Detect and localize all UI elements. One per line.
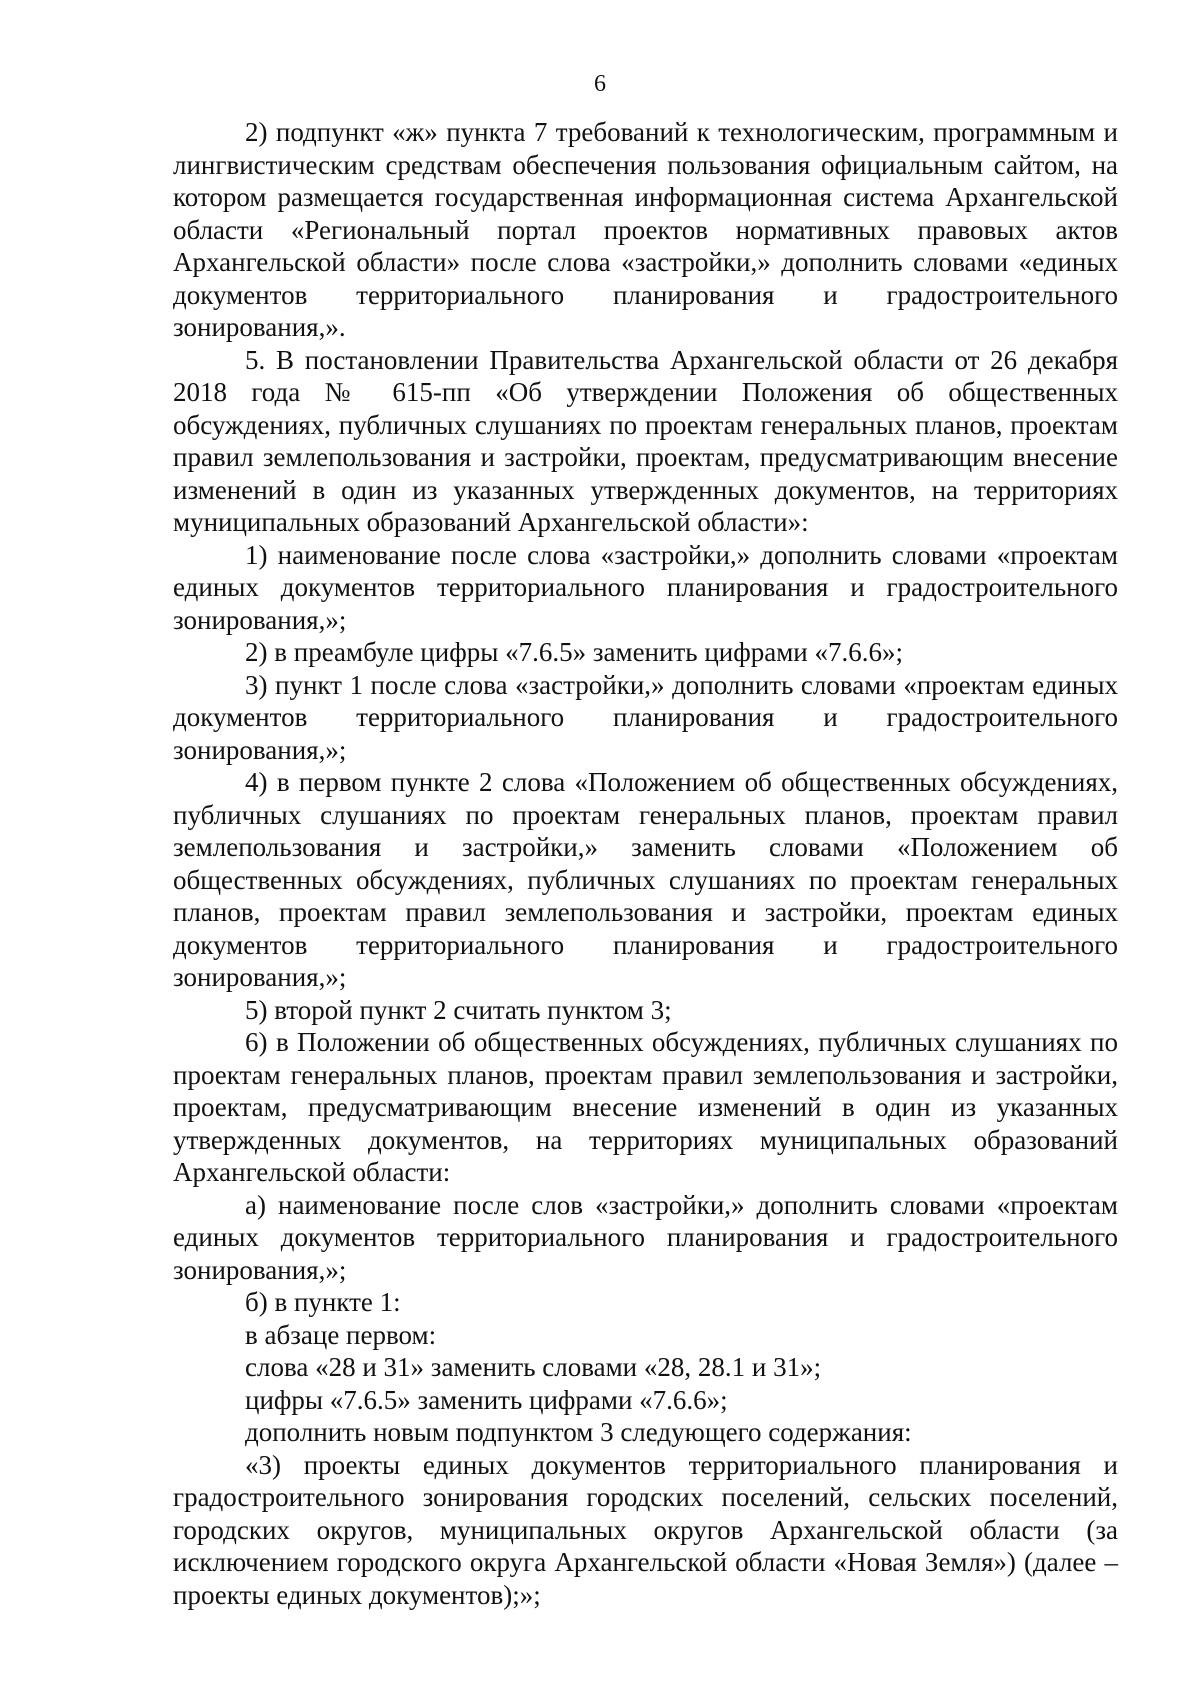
paragraph: 5) второй пункт 2 считать пунктом 3; — [245, 994, 672, 1025]
paragraph: цифры «7.6.5» заменить цифрами «7.6.6»; — [245, 1384, 728, 1415]
paragraph: «3) проекты единых документов территориального планирования и градостроительного зонирования городских поселений, сельских поселений, городских округов, муниципальных округов Архангельской области (за исключением городского округа Архангельской области «Новая Земля») (далее – проекты единых документов);»; — [173, 1449, 1118, 1610]
paragraph: б) в пункте 1: — [245, 1287, 401, 1317]
paragraph: дополнить новым подпунктом 3 следующего содержания: — [245, 1417, 912, 1447]
paragraph: 6) в Положении об общественных обсуждениях, публичных слушаниях по проектам генеральных планов, проектам правил землепользования и застройки, проектам, предусматривающим внесение изменений в один из указанных утвержденных документов, на территориях муниципальных образований Архангельской области: — [173, 1027, 1118, 1187]
document-body — [173, 116, 1118, 1611]
page-number: 6 — [594, 71, 606, 97]
paragraph: слова «28 и 31» заменить словами «28, 28.1 и 31»; — [245, 1352, 822, 1382]
paragraph: 2) подпункт «ж» пункта 7 требований к технологическим, программным и лингвистическим средствам обеспечения пользования официальным сайтом, на котором размещается государственная информационная система Архангельской области «Региональный портал проектов нормативных правовых актов Архангельской области» после слова «застройки,» дополнить словами «единых документов территориального планирования и градостроительного зонирования,». — [173, 117, 1118, 342]
paragraph: а) наименование после слов «застройки,» дополнить словами «проектам единых документов территориального планирования и градостроительного зонирования,»; — [173, 1189, 1118, 1285]
paragraph: 3) пункт 1 после слова «застройки,» дополнить словами «проектам единых документов территориального планирования и градостроительного зонирования,»; — [173, 669, 1118, 765]
paragraph: 2) в преамбуле цифры «7.6.5» заменить цифрами «7.6.6»; — [245, 637, 903, 667]
paragraph: в абзаце первом: — [245, 1319, 437, 1350]
paragraph: 4) в первом пункте 2 слова «Положением об общественных обсуждениях, публичных слушаниях по проектам генеральных планов, проектам правил землепользования и застройки,» заменить словами «Положением об общественных обсуждениях, публичных слушаниях по проектам генеральных планов, проектам правил землепользования и застройки, проектам единых документов территориального планирования и градостроительного зонирования,»; — [173, 767, 1118, 992]
paragraph: 5. В постановлении Правительства Архангельской области от 26 декабря 2018 года № 615-пп «Об утверждении Положения об общественных обсуждениях, публичных слушаниях по проектам генеральных планов, проектам правил землепользования и застройки, проектам, предусматривающим внесение изменений в один из указанных утвержденных документов, на территориях муниципальных образований Архангельской области»: — [173, 344, 1118, 537]
paragraph: 1) наименование после слова «застройки,» дополнить словами «проектам единых документов территориального планирования и градостроительного зонирования,»; — [173, 539, 1118, 635]
